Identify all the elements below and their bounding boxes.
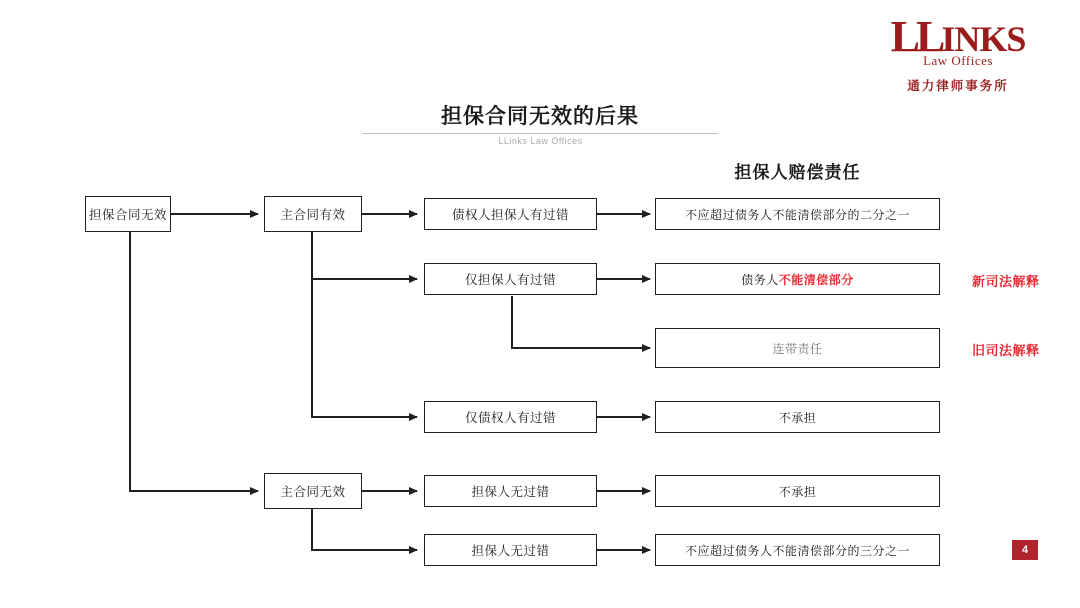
node-result-unpaid-portion[interactable]: [655, 263, 940, 295]
logo-chinese-name: 通力律师事务所: [907, 79, 1009, 93]
logo-wordmark-rest: INKS: [941, 19, 1026, 59]
logo-wordmark-lead: LL: [890, 12, 942, 61]
node-main-contract-valid[interactable]: 主合同有效: [264, 196, 362, 232]
llinks-logo: [888, 12, 1028, 94]
title-subtitle: LLinks Law Offices: [498, 136, 583, 146]
result-text-prefix: 债务人: [741, 272, 779, 287]
node-root[interactable]: 担保合同无效: [85, 196, 171, 232]
node-cause-guarantor-no-fault-a[interactable]: 担保人无过错: [424, 475, 597, 507]
annotation-old-interpretation: 旧司法解释: [972, 343, 1040, 358]
node-result-joint-liability[interactable]: 连带责任: [655, 328, 940, 368]
annotation-new-interpretation: 新司法解释: [972, 274, 1040, 289]
node-cause-creditor-only-fault[interactable]: 仅债权人有过错: [424, 401, 597, 433]
node-result-half-of-unpaid[interactable]: 不应超过债务人不能清偿部分的二分之一: [655, 198, 940, 230]
title-divider: [363, 133, 718, 134]
logo-subtitle: Law Offices: [923, 53, 993, 68]
node-main-contract-invalid[interactable]: 主合同无效: [264, 473, 362, 509]
node-result-no-liability-a[interactable]: 不承担: [655, 401, 940, 433]
node-cause-guarantor-no-fault-b[interactable]: 担保人无过错: [424, 534, 597, 566]
page-title: 担保合同无效的后果: [441, 105, 639, 128]
result-text-highlight: 不能清偿部分: [778, 272, 854, 287]
node-cause-creditor-and-guarantor-fault[interactable]: 债权人担保人有过错: [424, 198, 597, 230]
node-result-third-of-unpaid[interactable]: 不应超过债务人不能清偿部分的三分之一: [655, 534, 940, 566]
node-cause-guarantor-only-fault[interactable]: 仅担保人有过错: [424, 263, 597, 295]
column-heading-liability: 担保人赔偿责任: [734, 163, 861, 182]
node-result-no-liability-b[interactable]: 不承担: [655, 475, 940, 507]
page-number-badge: 4: [1012, 540, 1038, 560]
